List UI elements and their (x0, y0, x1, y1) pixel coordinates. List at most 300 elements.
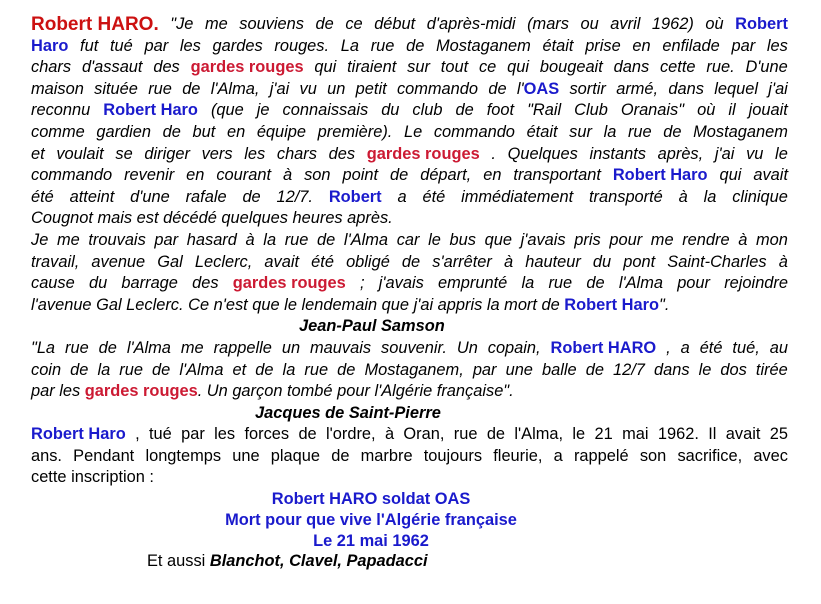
word: chars (31, 58, 72, 77)
word: cause (31, 274, 75, 293)
name-highlight: Haro (31, 36, 69, 55)
word: "La (31, 338, 56, 357)
word: dans (668, 79, 704, 98)
word: en (186, 166, 205, 185)
word: par (154, 230, 179, 249)
word: maison (31, 79, 84, 98)
word: de (401, 252, 421, 271)
word: à (738, 230, 748, 249)
text-line (31, 165, 788, 187)
word: ce (345, 15, 363, 33)
word: à (282, 166, 293, 185)
word: de (162, 122, 181, 141)
word: la (282, 360, 296, 379)
word: courant (216, 166, 272, 185)
word: la (603, 122, 617, 141)
word: pour (609, 230, 643, 249)
word: j'ai (768, 79, 788, 98)
word: mon (756, 230, 788, 249)
word: et (31, 144, 45, 163)
word: Oranais" (620, 101, 685, 120)
word: obligé (346, 252, 390, 271)
word: Leclerc, (194, 252, 253, 271)
word: ; (359, 274, 365, 293)
word: les (214, 425, 236, 444)
word: une (232, 446, 260, 465)
word: Je (31, 230, 49, 249)
word: rue (453, 425, 478, 444)
word: avenue (91, 252, 146, 271)
text-line-last (31, 208, 788, 230)
word: vu (746, 144, 764, 163)
word: barrage (121, 274, 178, 293)
word: l'Alma (343, 230, 389, 249)
text-line (31, 79, 788, 101)
word: rejoindre (724, 274, 788, 293)
word: un (281, 338, 301, 357)
text-line-last (31, 381, 788, 403)
word: le (698, 360, 712, 379)
word: le (572, 425, 586, 444)
word: des (328, 144, 356, 163)
word: de (331, 446, 350, 465)
word: Mostaganem (436, 36, 531, 55)
word: me (180, 338, 204, 357)
word: de (255, 360, 274, 379)
word: transportant (513, 166, 601, 185)
word: rue. (706, 58, 735, 77)
word: cette inscription : (31, 468, 154, 487)
gardes-rouges-highlight: gardes rouges (84, 382, 198, 401)
word: revenir (124, 166, 175, 185)
word: emprunté (438, 274, 508, 293)
word: diriger (144, 144, 190, 163)
word: un (327, 79, 346, 98)
word: jouait (748, 101, 788, 120)
text-line (31, 230, 788, 252)
word: pour (677, 274, 710, 293)
word: vers (201, 144, 233, 163)
word: j'avais (378, 274, 424, 293)
word: rappelé (573, 446, 629, 465)
word: transporté (589, 187, 663, 206)
word: d'assaut (81, 58, 143, 77)
text-line (31, 57, 788, 79)
word: dans (613, 58, 650, 77)
word: rue (119, 360, 143, 379)
word: forces (244, 425, 290, 444)
word: par (731, 36, 756, 55)
word: 25 (769, 425, 788, 444)
oas-highlight: OAS (523, 79, 560, 98)
word: j'ai (714, 144, 735, 163)
name-highlight: Robert Haro (31, 425, 126, 444)
word: qui (314, 58, 337, 77)
text-line (31, 252, 788, 274)
word: copain, (487, 338, 541, 357)
word: des (153, 58, 180, 77)
word: chars (276, 144, 317, 163)
word: souvenir. (381, 338, 447, 357)
inscription-line-3: Le 21 mai 1962 (313, 531, 429, 550)
name-highlight: Robert HARO (550, 338, 657, 357)
word: se (115, 144, 133, 163)
word: l'ordre, (326, 425, 376, 444)
text-line-last (31, 295, 788, 317)
word: du (88, 274, 108, 293)
word: de (70, 360, 89, 379)
word: rue (548, 274, 573, 293)
text-line (31, 360, 788, 382)
word: 21 (594, 425, 613, 444)
word: tué (109, 36, 133, 55)
word: (que (210, 101, 244, 120)
word: que (484, 230, 512, 249)
word: de (298, 425, 317, 444)
word: rue (370, 36, 395, 55)
word: rappelle (213, 338, 272, 357)
word: je (256, 101, 270, 120)
word: il (728, 101, 736, 120)
word: la (263, 230, 277, 249)
word: d'une (130, 187, 170, 206)
name-highlight: Robert Haro (612, 166, 708, 185)
quote-1 (31, 14, 788, 230)
word: rue (65, 338, 89, 357)
word: située (94, 79, 138, 98)
word: immédiatement (461, 187, 574, 206)
word: commando (396, 79, 479, 98)
word: a (680, 338, 690, 357)
text-line (31, 338, 788, 360)
name-highlight: Robert Haro (103, 101, 198, 120)
name-highlight: Robert Haro (564, 295, 659, 314)
word: a (553, 446, 563, 465)
word: rendre (682, 230, 730, 249)
word: commando (31, 166, 113, 185)
word: lequel (714, 79, 758, 98)
word: me (204, 15, 228, 33)
word: en (226, 122, 246, 141)
word: pris (574, 230, 601, 249)
word: ans. (31, 446, 62, 465)
word: Gal (157, 252, 183, 271)
word: . Un garçon tombé pour l'Algérie française". (197, 382, 514, 401)
word: été (422, 187, 446, 206)
word: son (304, 166, 331, 185)
word: fleurie, (493, 446, 543, 465)
word: gardien (96, 122, 152, 141)
text-line-last (31, 467, 788, 489)
word: de (390, 166, 409, 185)
word: balle (542, 360, 577, 379)
word: les (766, 36, 788, 55)
word: de (663, 122, 682, 141)
signature-jacques-de-saint-pierre: Jacques de Saint-Pierre (255, 403, 441, 422)
word: car (396, 230, 420, 249)
word: s'arrêter (432, 252, 492, 271)
name-highlight: Robert (735, 15, 788, 33)
word: comme (31, 122, 85, 141)
word: sortir (569, 79, 606, 98)
word: de (585, 360, 604, 379)
word: club (412, 101, 443, 120)
word: Le (403, 122, 423, 141)
word: rue (148, 79, 172, 98)
word: était (526, 122, 558, 141)
word: foot (486, 101, 515, 120)
quote-1-continued (31, 230, 788, 316)
word: toujours (423, 446, 483, 465)
word: à (503, 252, 514, 271)
word: Oran, (403, 425, 445, 444)
word: voulait (56, 144, 104, 163)
word: but (192, 122, 216, 141)
gardes-rouges-highlight: gardes rouges (366, 144, 480, 163)
word: des (192, 274, 219, 293)
also-prefix: Et aussi (147, 552, 210, 571)
text-line (31, 273, 788, 295)
word: de (317, 230, 336, 249)
word: sacrifice, (677, 446, 743, 465)
word: . (491, 144, 496, 163)
word: rue (304, 360, 329, 379)
word: cette (659, 58, 696, 77)
word: reconnu (31, 101, 91, 120)
text-line (31, 144, 788, 166)
word: en (632, 36, 651, 55)
word: avec (753, 446, 788, 465)
word: de (152, 360, 171, 379)
word: fut (80, 36, 99, 55)
word: été (31, 187, 54, 206)
word: j'ai (269, 79, 290, 98)
word: l' (516, 79, 524, 98)
word: mauvais (310, 338, 372, 357)
word: Mostaganem (693, 122, 788, 141)
word: mai (622, 425, 649, 444)
word: armé, (616, 79, 659, 98)
word: Quelques (507, 144, 578, 163)
word: de (586, 274, 605, 293)
word: prise (585, 36, 621, 55)
word: me (56, 230, 80, 249)
word: tué (148, 425, 172, 444)
word: ou (580, 15, 599, 33)
word: 1962. (657, 425, 699, 444)
word: les (179, 36, 201, 55)
word: les (244, 144, 266, 163)
word: enfilade (662, 36, 720, 55)
word: 1962) (651, 15, 694, 33)
word: et (232, 360, 247, 379)
word: l'Alma (126, 338, 171, 357)
word: où (705, 15, 724, 33)
word: du (381, 101, 400, 120)
word: sur (569, 122, 592, 141)
word: ". (659, 295, 670, 314)
word: de (242, 187, 261, 206)
word: de (488, 79, 507, 98)
word: tiraient (347, 58, 397, 77)
word: à (778, 252, 788, 271)
word: d'après-midi (426, 15, 516, 33)
word: 12/7 (613, 360, 645, 379)
quote-2 (31, 338, 788, 403)
word: qui (719, 166, 742, 185)
word: rue (627, 122, 652, 141)
word-oas (517, 79, 559, 101)
word: qui (507, 58, 530, 77)
word: point (342, 166, 379, 185)
word: à (678, 187, 688, 206)
word: par (144, 36, 169, 55)
text-line (31, 424, 788, 446)
word: instants (589, 144, 646, 163)
word: équipe (256, 122, 307, 141)
word: Un (456, 338, 478, 357)
word: dos (720, 360, 747, 379)
word: à (384, 425, 395, 444)
word: avait (725, 425, 761, 444)
word: la (703, 187, 717, 206)
word: coin (31, 360, 62, 379)
word: Cougnot mais est décédé quelques heures après. (31, 209, 393, 228)
word: me (650, 230, 674, 249)
word: clinique (732, 187, 788, 206)
word: , (666, 338, 671, 357)
word: par les (31, 382, 85, 401)
word: au (769, 338, 788, 357)
word: le (428, 230, 441, 249)
word: tué, (732, 338, 760, 357)
word: ce (478, 58, 497, 77)
inscription-line-2: Mort pour que vive l'Algérie française (225, 510, 517, 529)
word: l'Alma, (514, 425, 564, 444)
word: rafale (185, 187, 227, 206)
word: Saint-Charles (667, 252, 767, 271)
text-line (31, 446, 788, 468)
word: après, (657, 144, 704, 163)
word: trouvais (88, 230, 146, 249)
word: vu (299, 79, 317, 98)
word: tirée (755, 360, 788, 379)
word: avait (753, 166, 788, 185)
word: dans (653, 360, 690, 379)
document-page (31, 14, 788, 573)
word: en (483, 166, 502, 185)
word: de (455, 101, 474, 120)
word: tout (440, 58, 469, 77)
gardes-rouges-highlight: gardes rouges (190, 58, 304, 77)
text-line (31, 122, 788, 144)
word: début (374, 15, 416, 33)
word: son (639, 446, 667, 465)
inscription-line-1: Robert HARO soldat OAS (271, 490, 471, 509)
text-line (31, 14, 788, 36)
word: de (486, 425, 506, 444)
word: été (311, 252, 334, 271)
word: l'Alma, (210, 79, 260, 98)
word: de (98, 338, 117, 357)
word: petit (355, 79, 387, 98)
word: Mostaganem, (364, 360, 464, 379)
word: 12/7. (276, 187, 313, 206)
word: longtemps (145, 446, 222, 465)
text-line (31, 187, 788, 209)
word: bougeait (539, 58, 603, 77)
word: l'Alma (618, 274, 663, 293)
word: sur (407, 58, 430, 77)
word: travail, (31, 252, 80, 271)
word: la (521, 274, 535, 293)
word: de (182, 79, 201, 98)
word: où (697, 101, 716, 120)
gardes-rouges-highlight: gardes rouges (232, 274, 346, 293)
biography-paragraph (31, 424, 788, 489)
word: avait (264, 252, 300, 271)
word: par (472, 360, 497, 379)
word: de (337, 360, 356, 379)
word: à (245, 230, 255, 249)
word: la (97, 360, 111, 379)
word: a (397, 187, 407, 206)
word: le (775, 144, 788, 163)
also-names-line (31, 551, 788, 573)
also-names: Blanchot, Clavel, Papadacci (209, 552, 428, 571)
word: hasard (186, 230, 237, 249)
word: "Rail (527, 101, 562, 120)
word: gardes (212, 36, 263, 55)
word: du (592, 252, 612, 271)
word: marbre (360, 446, 413, 465)
word: bus (449, 230, 476, 249)
word: hauteur (525, 252, 581, 271)
word: été (699, 338, 723, 357)
text-line (31, 100, 788, 122)
name-highlight: Robert (328, 187, 382, 206)
word: atteint (69, 187, 115, 206)
word: plaque (270, 446, 321, 465)
word: Il (708, 425, 717, 444)
word: (mars (527, 15, 569, 33)
word: de (315, 15, 334, 33)
word: commando (433, 122, 515, 141)
word: La (340, 36, 359, 55)
word: l'avenue Gal Leclerc. Ce n'est que le lendemain que j'ai appris la mort de (31, 295, 565, 314)
word: départ, (420, 166, 472, 185)
word: Pendant (73, 446, 135, 465)
word: connaissais (282, 101, 369, 120)
title-name: Robert HARO. (31, 14, 159, 35)
word: "Je (170, 15, 194, 33)
word: avril (610, 15, 641, 33)
word: pont (623, 252, 656, 271)
word: j'avais (520, 230, 566, 249)
word: D'une (745, 58, 788, 77)
word: de (406, 36, 425, 55)
word: par (181, 425, 205, 444)
word: une (505, 360, 533, 379)
word: , (135, 425, 140, 444)
word: l'Alma (179, 360, 224, 379)
word: souviens (239, 15, 304, 33)
signature-jean-paul-samson: Jean-Paul Samson (299, 317, 445, 336)
word: première). (317, 122, 393, 141)
word: rue (284, 230, 309, 249)
word: rouges. (274, 36, 330, 55)
text-line (31, 36, 788, 58)
